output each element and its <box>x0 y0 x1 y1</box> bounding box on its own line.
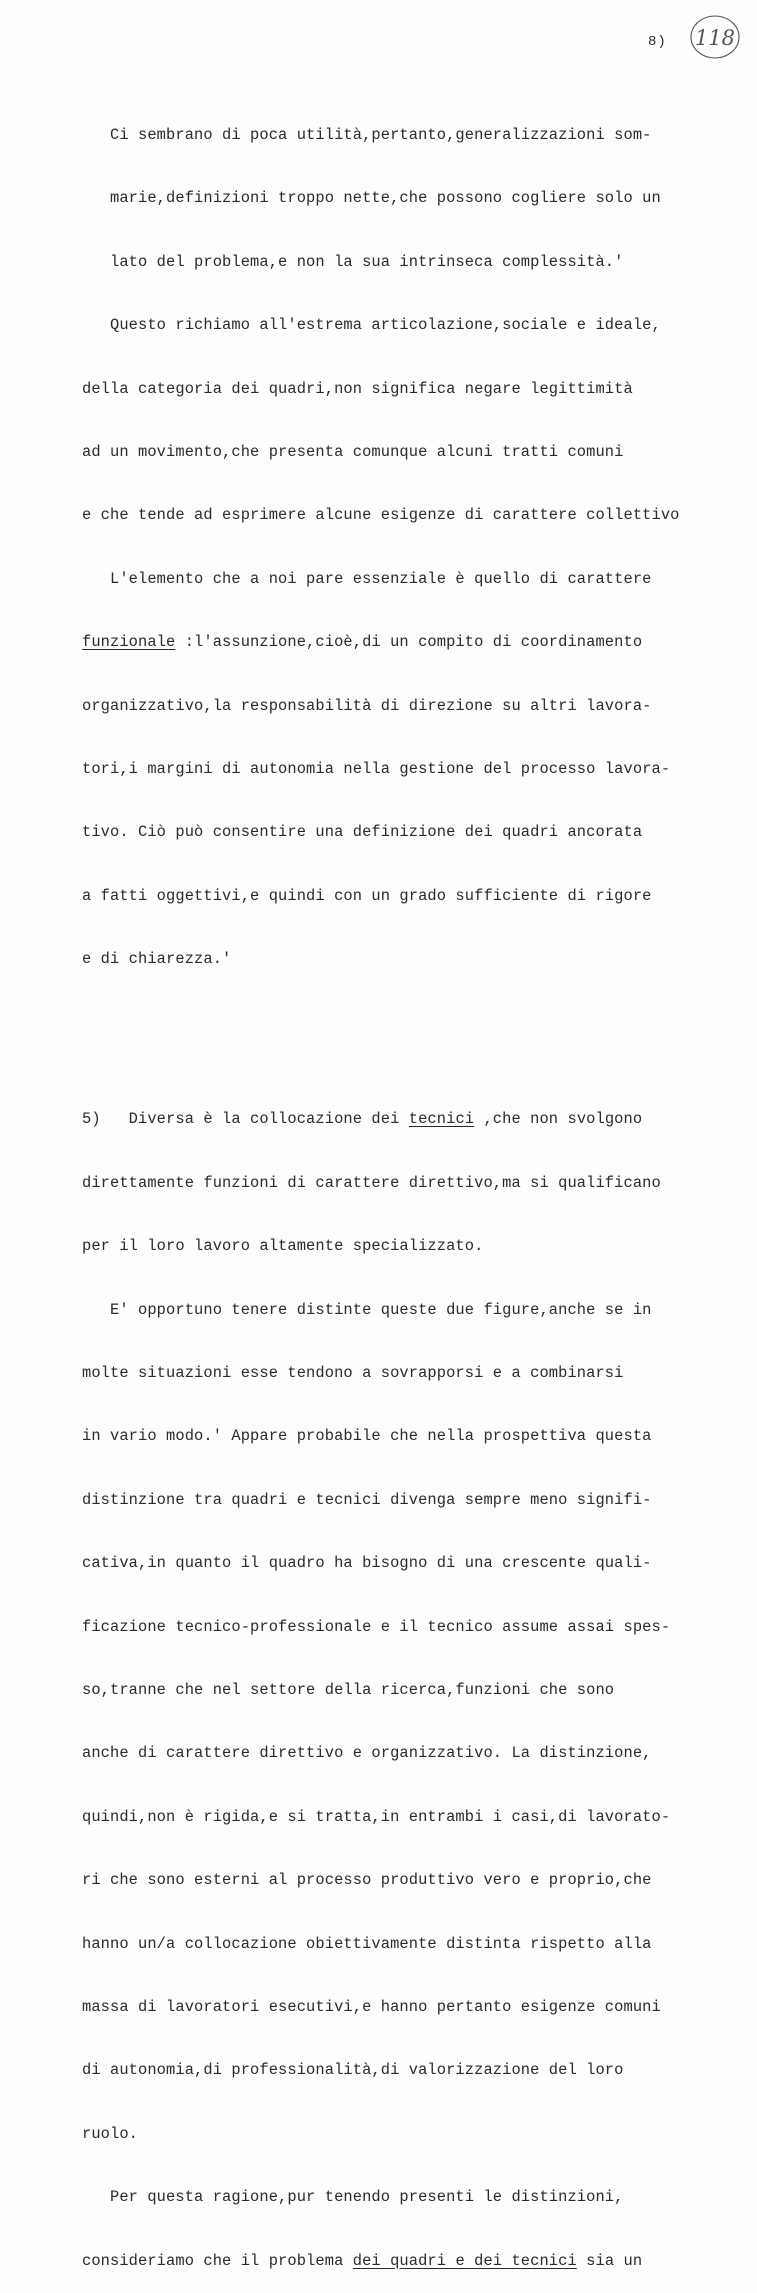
text-line: ad un movimento,che presenta comunque alcuni tratti comuni <box>82 442 624 461</box>
text-run: :l'assunzione,cioè,di un compito di coordinamento <box>175 633 643 652</box>
text-line: tori,i margini di autonomia nella gestione del processo lavora- <box>82 759 671 778</box>
text-line: so,tranne che nel settore della ricerca,funzioni che sono <box>82 1680 615 1699</box>
text-line: Per questa ragione,pur tenendo presenti le distinzioni, <box>82 2188 624 2207</box>
text-line: marie,definizioni troppo nette,che possono cogliere solo un <box>82 189 661 208</box>
text-line: e che tende ad esprimere alcune esigenze di carattere collettivo <box>82 506 680 525</box>
text-line <box>82 1106 742 1133</box>
text-line: della categoria dei quadri,non significa negare legittimità <box>82 379 633 398</box>
stamp-circle-icon <box>689 14 741 60</box>
text-line: hanno un/a collocazione obiettivamente distinta rispetto alla <box>82 1934 652 1953</box>
text-line: per il loro lavoro altamente specializzato. <box>82 1237 484 1256</box>
text-line <box>82 2248 742 2275</box>
text-line: cativa,in quanto il quadro ha bisogno di una crescente quali- <box>82 1554 652 1573</box>
text-run: consideriamo che il problema <box>82 2251 353 2270</box>
underlined-term: dei quadri e dei tecnici <box>352 2251 577 2270</box>
text-line: molte situazioni esse tendono a sovrapporsi e a combinarsi <box>82 1364 624 1383</box>
text-line: ficazione tecnico-professionale e il tecnico assume assai spes- <box>82 1617 671 1636</box>
paragraph-gap <box>82 1027 742 1052</box>
text-run: 5) Diversa è la collocazione dei <box>82 1110 409 1129</box>
text-line: in vario modo.' Appare probabile che nella prospettiva questa <box>82 1427 652 1446</box>
page-number: 8) <box>648 34 667 50</box>
text-run: sia un <box>576 2251 643 2270</box>
text-line: L'elemento che a noi pare essenziale è quello di carattere <box>82 569 652 588</box>
text-line: anche di carattere direttivo e organizzativo. La distinzione, <box>82 1744 652 1763</box>
text-run: ,che non svolgono <box>474 1110 643 1129</box>
text-line: massa di lavoratori esecutivi,e hanno pertanto esigenze comuni <box>82 1997 661 2016</box>
text-line: direttamente funzioni di carattere direttivo,ma si qualificano <box>82 1173 661 1192</box>
text-line: distinzione tra quadri e tecnici divenga sempre meno signifi- <box>82 1490 652 1509</box>
text-line <box>82 629 742 656</box>
text-line: E' opportuno tenere distinte queste due figure,anche se in <box>82 1300 652 1319</box>
stamp-number: 118 <box>694 26 736 50</box>
text-line: Questo richiamo all'estrema articolazione,sociale e ideale, <box>82 316 661 335</box>
text-line: ruolo. <box>82 2124 139 2143</box>
text-line: lato del problema,e non la sua intrinseca complessità.' <box>82 252 624 271</box>
text-line: e di chiarezza.' <box>82 950 232 969</box>
document-body <box>82 86 742 2293</box>
underlined-term: funzionale <box>82 633 176 652</box>
text-line: ri che sono esterni al processo produttivo vero e proprio,che <box>82 1871 652 1890</box>
archive-stamp <box>689 14 741 60</box>
text-line: Ci sembrano di poca utilità,pertanto,generalizzazioni som- <box>82 126 652 144</box>
underlined-term: tecnici <box>408 1110 475 1129</box>
text-line: di autonomia,di professionalità,di valorizzazione del loro <box>82 2061 624 2080</box>
text-line: quindi,non è rigida,e si tratta,in entrambi i casi,di lavorato- <box>82 1807 671 1826</box>
text-line: a fatti oggettivi,e quindi con un grado sufficiente di rigore <box>82 886 652 905</box>
text-line: tivo. Ciò può consentire una definizione dei quadri ancorata <box>82 823 643 842</box>
text-line: organizzativo,la responsabilità di direzione su altri lavora- <box>82 696 652 715</box>
